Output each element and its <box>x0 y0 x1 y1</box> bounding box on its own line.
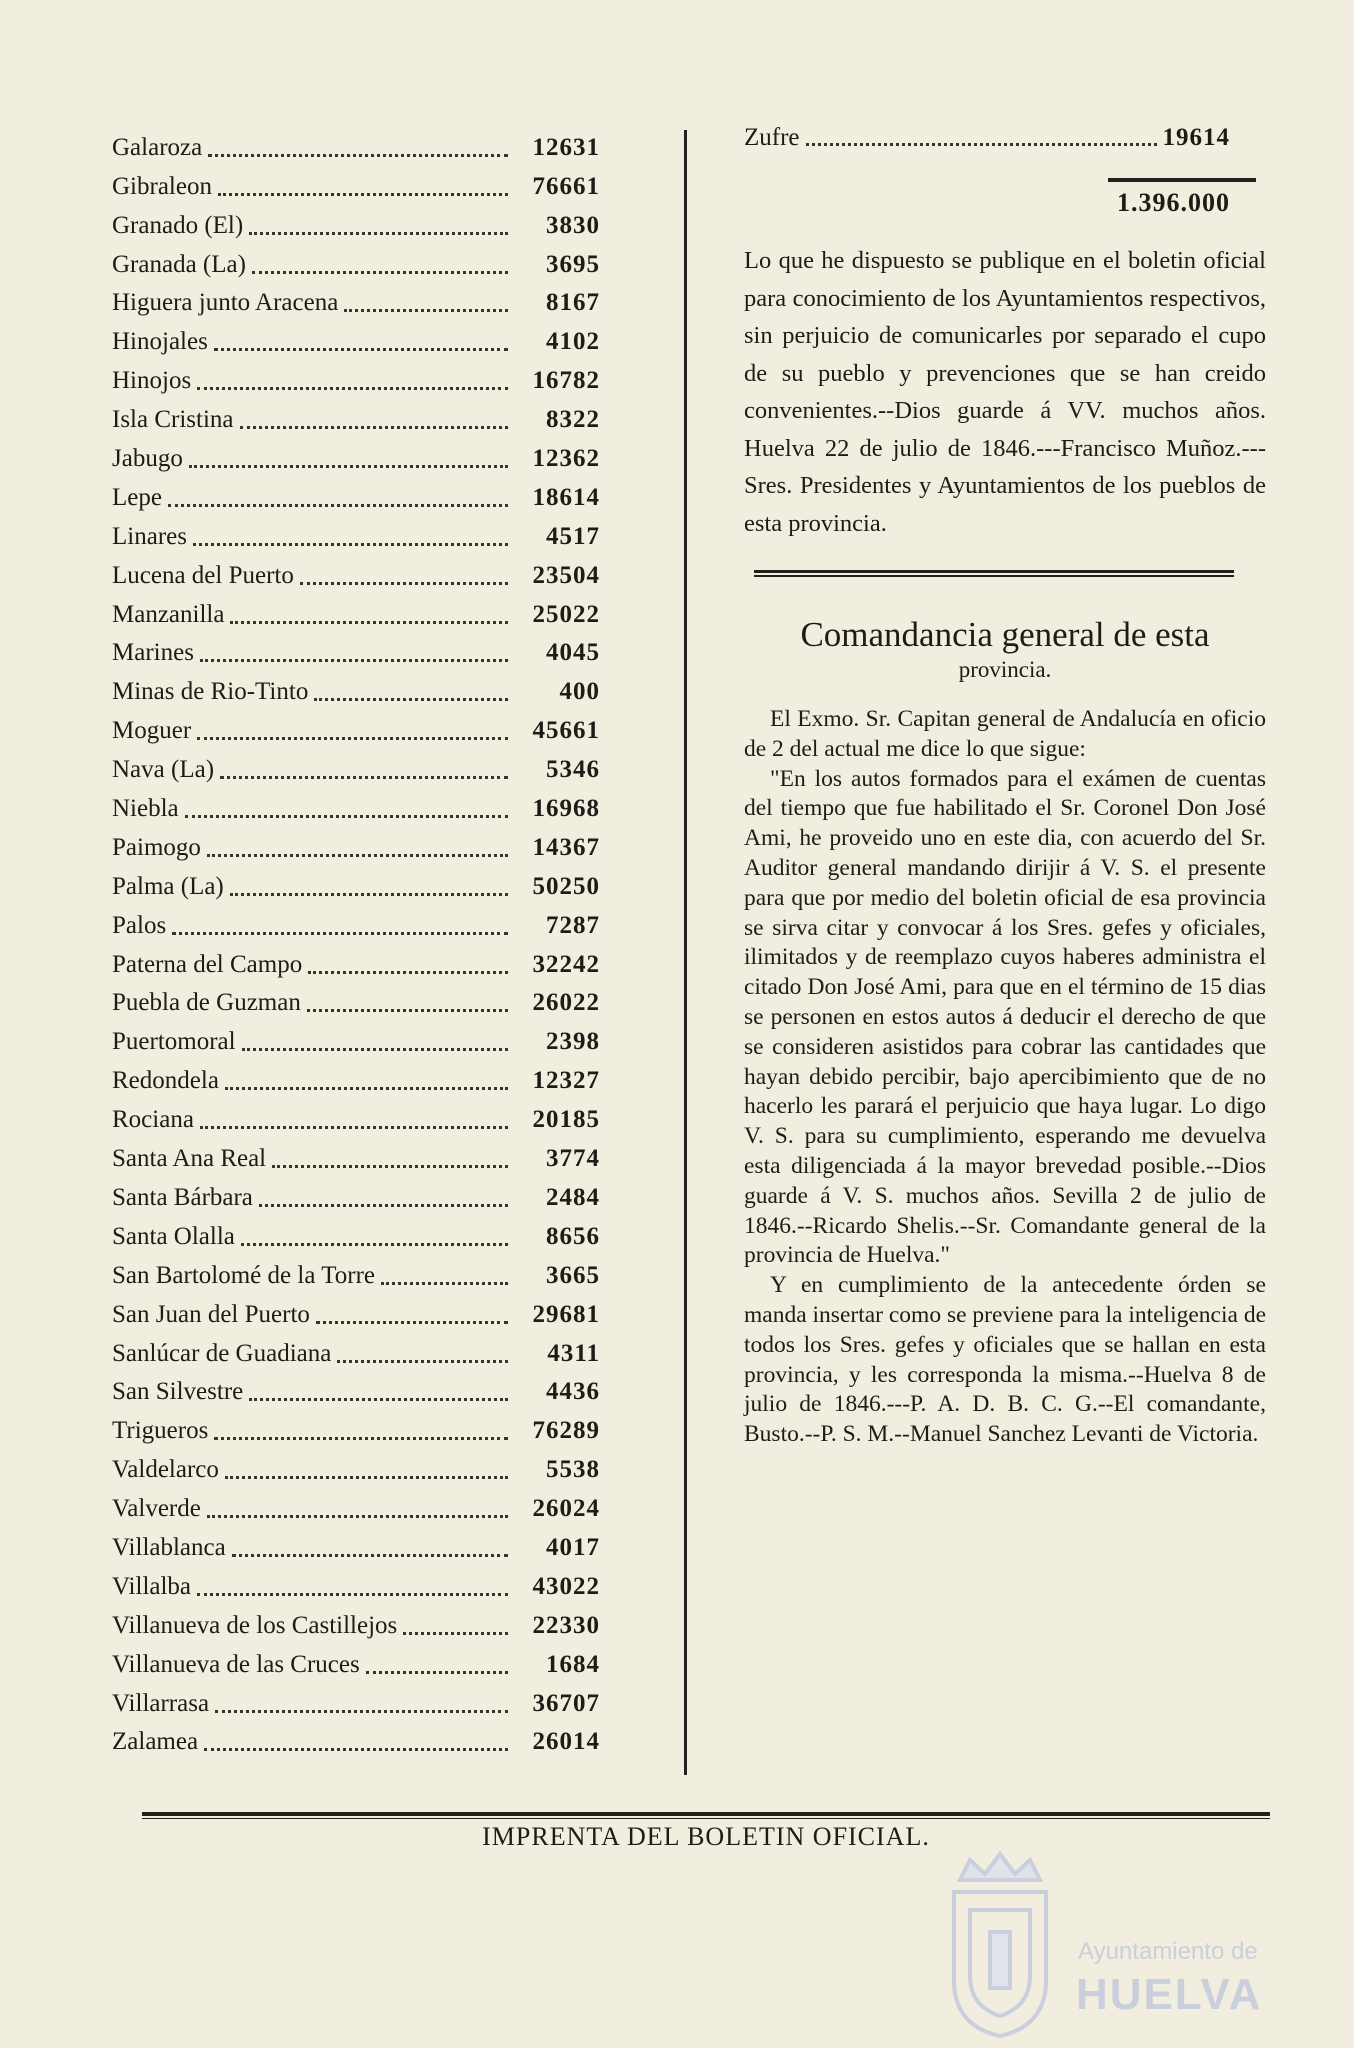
municipality-value: 5346 <box>546 756 600 784</box>
list-item <box>112 1641 600 1680</box>
municipality-value: 12362 <box>532 445 600 473</box>
municipality-name: Niebla <box>112 795 179 823</box>
list-item <box>112 1057 600 1096</box>
dot-leader <box>300 582 508 585</box>
municipality-value: 4045 <box>546 639 600 667</box>
dot-leader <box>272 1165 508 1168</box>
municipality-name: Granada (La) <box>112 250 246 278</box>
municipality-value: 4517 <box>546 522 600 550</box>
municipality-value: 3695 <box>546 250 600 278</box>
municipality-name: Palma (La) <box>112 872 224 900</box>
municipality-value: 8656 <box>546 1222 600 1250</box>
dot-leader <box>197 1593 508 1596</box>
list-item <box>112 630 600 669</box>
municipality-value: 43022 <box>532 1572 600 1600</box>
dot-leader <box>197 737 508 740</box>
coat-of-arms-icon <box>940 1840 1060 2040</box>
municipality-name: Valdelarco <box>112 1456 219 1484</box>
municipality-value: 4436 <box>546 1378 600 1406</box>
dot-leader <box>172 932 508 935</box>
list-item-zufre <box>744 110 1266 152</box>
total-rule <box>1108 178 1256 182</box>
municipality-value: 26024 <box>532 1495 600 1523</box>
list-item <box>112 396 600 435</box>
municipality-value: 4017 <box>546 1533 600 1561</box>
list-item <box>112 1252 600 1291</box>
section-title: Comandancia general de esta <box>800 615 1210 654</box>
municipality-name: Zufre <box>744 124 800 151</box>
dot-leader <box>252 271 508 274</box>
municipality-name: Hinojales <box>112 328 208 356</box>
list-item <box>112 707 600 746</box>
dot-leader <box>232 1554 508 1557</box>
section-divider <box>754 570 1234 577</box>
watermark-line1: Ayuntamiento de <box>1078 1938 1258 1965</box>
dot-leader <box>230 621 508 624</box>
dot-leader <box>366 1671 508 1674</box>
municipality-value: 19614 <box>1162 124 1230 151</box>
municipality-value: 14367 <box>532 833 600 861</box>
list-item <box>112 280 600 319</box>
municipality-name: Isla Cristina <box>112 406 234 434</box>
list-item <box>112 474 600 513</box>
municipality-name: Santa Olalla <box>112 1222 235 1250</box>
municipality-value: 25022 <box>532 600 600 628</box>
column-divider <box>684 130 687 1775</box>
list-item <box>112 357 600 396</box>
municipality-value: 45661 <box>532 717 600 745</box>
list-item <box>112 1018 600 1057</box>
dot-leader <box>249 1398 508 1401</box>
municipality-list <box>112 124 600 1757</box>
municipality-name: Puebla de Guzman <box>112 989 301 1017</box>
list-item <box>112 668 600 707</box>
dot-leader <box>220 776 508 779</box>
dot-leader <box>230 893 508 896</box>
dot-leader <box>242 1048 508 1051</box>
municipality-value: 32242 <box>532 950 600 978</box>
list-item <box>112 1135 600 1174</box>
municipality-name: Galaroza <box>112 133 203 161</box>
section-subtitle: provincia. <box>958 657 1052 682</box>
list-item <box>112 1485 600 1524</box>
municipality-name: Villanueva de los Castillejos <box>112 1611 398 1639</box>
municipality-name: Jabugo <box>112 445 183 473</box>
municipality-value: 400 <box>559 678 600 706</box>
dot-leader <box>308 971 508 974</box>
footer-rule <box>142 1812 1270 1819</box>
municipality-value: 22330 <box>532 1611 600 1639</box>
municipality-value: 3830 <box>546 211 600 239</box>
list-item <box>112 241 600 280</box>
dot-leader <box>197 387 508 390</box>
municipality-value: 8322 <box>546 406 600 434</box>
dot-leader <box>214 1437 508 1440</box>
municipality-name: Palos <box>112 911 167 939</box>
list-item <box>112 1407 600 1446</box>
dot-leader <box>207 1515 508 1518</box>
dot-leader <box>403 1632 508 1635</box>
ayuntamiento-watermark <box>940 1840 1280 2040</box>
total-amount: 1.396.000 <box>1117 188 1230 217</box>
municipality-name: Linares <box>112 522 187 550</box>
publication-notice: Lo que he dispuesto se publique en el boletin oficial para conocimiento de los Ayuntamientos respectivos, sin perjuicio de comunicarles por separado el cupo de su pueblo y prevenciones que se han creido convenientes.--Dios guarde á VV. muchos años. Huelva 22 de julio de 1846.---Francisco Muñoz.---Sres. Presidentes y Ayuntamientos de los pueblos de esta provincia. <box>744 247 1266 537</box>
municipality-name: Villarrasa <box>112 1689 210 1717</box>
municipality-value: 76661 <box>532 172 600 200</box>
list-item <box>112 1174 600 1213</box>
dot-leader <box>208 154 508 157</box>
list-item <box>112 552 600 591</box>
municipality-value: 8167 <box>546 289 600 317</box>
municipality-value: 36707 <box>532 1689 600 1717</box>
list-item <box>112 1213 600 1252</box>
municipality-name: San Silvestre <box>112 1378 244 1406</box>
body-paragraph: "En los autos formados para el exámen de cuentas del tiempo que fue habilitado el Sr. Coronel Don José Ami, he proveido uno en este dia, con acuerdo del Sr. Auditor general mandando dirijir á V. S. el presente para que por medio del boletin oficial de esa provincia se sirva citar y convocar á los Sres. gefes y oficiales, ilimitados y de reemplazo cuyos haberes administra el citado Don José Ami, para que en el término de 15 dias se personen en estos autos á deducir el derecho de que se consideren asistidos para cobrar las cantidades que hayan debido percibir, bajo apercibimiento que de no hacerlo les parará el perjuicio que haya lugar. Lo digo V. S. para su cumplimiento, esperando me devuelva esta diligenciada á la mayor brevedad posible.--Dios guarde á V. S. muchos años. Sevilla 2 de julio de 1846.--Ricardo Shelis.--Sr. Comandante general de la provincia de Huelva." <box>744 765 1266 1269</box>
dot-leader <box>218 193 508 196</box>
dot-leader <box>200 1126 508 1129</box>
dot-leader <box>215 1710 508 1713</box>
list-item <box>112 980 600 1019</box>
municipality-value: 26014 <box>532 1728 600 1756</box>
dot-leader <box>307 1009 508 1012</box>
list-item <box>112 513 600 552</box>
list-item <box>112 902 600 941</box>
municipality-name: Rociana <box>112 1106 194 1134</box>
dot-leader <box>240 426 508 429</box>
list-item <box>112 1602 600 1641</box>
list-item <box>112 1563 600 1602</box>
municipality-value: 23504 <box>532 561 600 589</box>
municipality-name: Villalba <box>112 1572 192 1600</box>
list-item <box>112 1096 600 1135</box>
dot-leader <box>241 1243 508 1246</box>
dot-leader <box>207 854 508 857</box>
municipality-name: Manzanilla <box>112 600 225 628</box>
list-item <box>112 824 600 863</box>
list-item <box>112 785 600 824</box>
list-item <box>112 1446 600 1485</box>
municipality-name: Marines <box>112 639 194 667</box>
list-item <box>112 435 600 474</box>
printer-footer: IMPRENTA DEL BOLETIN OFICIAL. <box>482 1822 930 1851</box>
municipality-name: Villanueva de las Cruces <box>112 1650 360 1678</box>
municipality-name: Granado (El) <box>112 211 244 239</box>
municipality-name: Higuera junto Aracena <box>112 289 339 317</box>
watermark-line2: HUELVA <box>1076 1970 1263 2019</box>
municipality-name: Paimogo <box>112 833 201 861</box>
municipality-name: Valverde <box>112 1495 201 1523</box>
list-item <box>112 863 600 902</box>
list-item <box>112 163 600 202</box>
municipality-name: Nava (La) <box>112 756 215 784</box>
body-paragraph: Y en cumplimiento de la antecedente órden se manda insertar como se previene para la inteligencia de todos los Sres. gefes y oficiales que se hallan en esta provincia, y les corresponda la misma.--Huelva 8 de julio de 1846.---P. A. D. B. C. G.--El comandante, Busto.--P. S. M.--Manuel Sanchez Levanti de Victoria. <box>744 1272 1266 1448</box>
municipality-name: Santa Ana Real <box>112 1145 267 1173</box>
list-item <box>112 1524 600 1563</box>
municipality-value: 18614 <box>532 483 600 511</box>
municipality-name: Gibraleon <box>112 172 212 200</box>
list-item <box>112 202 600 241</box>
municipality-value: 2398 <box>546 1028 600 1056</box>
municipality-value: 7287 <box>546 911 600 939</box>
dot-leader <box>806 143 1157 146</box>
section-body <box>744 705 1266 1450</box>
municipality-name: Puertomoral <box>112 1028 236 1056</box>
municipality-value: 12327 <box>532 1067 600 1095</box>
list-item <box>112 1330 600 1369</box>
municipality-name: Redondela <box>112 1067 219 1095</box>
list-item <box>112 1719 600 1758</box>
municipality-value: 4102 <box>546 328 600 356</box>
dot-leader <box>344 309 508 312</box>
municipality-name: San Bartolomé de la Torre <box>112 1261 375 1289</box>
municipality-value: 3665 <box>546 1261 600 1289</box>
municipality-value: 76289 <box>532 1417 600 1445</box>
dot-leader <box>200 659 508 662</box>
dot-leader <box>259 1204 508 1207</box>
municipality-value: 26022 <box>532 989 600 1017</box>
municipality-name: Villablanca <box>112 1533 226 1561</box>
municipality-value: 1684 <box>546 1650 600 1678</box>
municipality-value: 12631 <box>532 133 600 161</box>
list-item <box>112 318 600 357</box>
dot-leader <box>214 348 508 351</box>
dot-leader <box>225 1087 508 1090</box>
body-paragraph: El Exmo. Sr. Capitan general de Andalucía en oficio de 2 del actual me dice lo que sigue: <box>744 706 1266 762</box>
municipality-value: 50250 <box>532 872 600 900</box>
dot-leader <box>337 1360 508 1363</box>
list-item <box>112 1369 600 1408</box>
dot-leader <box>168 504 508 507</box>
municipality-value: 16782 <box>532 367 600 395</box>
list-item <box>112 1680 600 1719</box>
dot-leader <box>193 543 508 546</box>
list-item <box>112 591 600 630</box>
municipality-value: 20185 <box>532 1106 600 1134</box>
list-item <box>112 941 600 980</box>
dot-leader <box>185 815 508 818</box>
dot-leader <box>381 1282 508 1285</box>
municipality-name: Paterna del Campo <box>112 950 303 978</box>
municipality-name: Hinojos <box>112 367 192 395</box>
municipality-name: San Juan del Puerto <box>112 1300 310 1328</box>
municipality-name: Moguer <box>112 717 192 745</box>
municipality-value: 3774 <box>546 1145 600 1173</box>
list-item <box>112 124 600 163</box>
dot-leader <box>189 465 508 468</box>
municipality-name: Zalamea <box>112 1728 199 1756</box>
list-item <box>112 746 600 785</box>
municipality-value: 16968 <box>532 795 600 823</box>
dot-leader <box>225 1476 508 1479</box>
municipality-name: Santa Bárbara <box>112 1183 253 1211</box>
list-item <box>112 1291 600 1330</box>
municipality-name: Trigueros <box>112 1417 209 1445</box>
municipality-value: 2484 <box>546 1183 600 1211</box>
municipality-name: Lucena del Puerto <box>112 561 294 589</box>
right-column <box>744 110 1266 1450</box>
municipality-name: Sanlúcar de Guadiana <box>112 1339 332 1367</box>
municipality-value: 5538 <box>546 1456 600 1484</box>
municipality-name: Lepe <box>112 483 162 511</box>
municipality-value: 4311 <box>547 1339 600 1367</box>
dot-leader <box>204 1748 508 1751</box>
municipality-name: Minas de Rio-Tinto <box>112 678 309 706</box>
municipality-value: 29681 <box>532 1300 600 1328</box>
dot-leader <box>249 232 508 235</box>
dot-leader <box>316 1321 508 1324</box>
dot-leader <box>314 698 508 701</box>
